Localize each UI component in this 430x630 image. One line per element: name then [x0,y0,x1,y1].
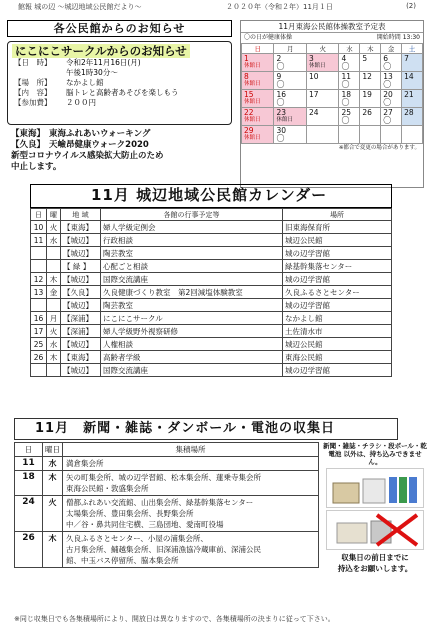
event-place: 久良ふるさとセンター [283,286,392,299]
event-place: 城辺公民館 [283,338,392,351]
event-day: 10 [31,221,47,234]
info-row [14,98,227,108]
info-value: なかよし館 [66,78,104,87]
schedule-day: 21 [402,90,423,108]
schedule-day: 15 休館日 [242,90,274,108]
event-name: 婦人学級定例会 [101,221,283,234]
news-line [11,129,232,140]
collection-place-line: 東海公民館・敦盛集会所 [66,484,149,493]
news-tag: 【東海】 [11,129,46,139]
event-area: 【深浦】 [61,312,101,325]
event-row [31,364,392,377]
schedule-day: 16 〇 [274,90,306,108]
event-weekday [47,364,61,377]
schedule-day: 14 [402,72,423,90]
event-weekday: 水 [47,234,61,247]
event-place: 城の辺学習館 [283,299,392,312]
event-day [31,260,47,273]
cancel-notice [7,129,232,173]
schedule-day: 10 [306,72,338,90]
col-place: 場所 [283,209,392,221]
event-row [31,234,392,247]
event-name: 陶芸教室 [101,299,283,312]
event-weekday [47,247,61,260]
schedule-day: 1 休館日 [242,54,274,72]
event-place: 旧東海保育所 [283,221,392,234]
collection-places [63,471,319,496]
col-area: 地 域 [61,209,101,221]
schedule-day: 2 〇 [274,54,306,72]
event-area: 【深浦】 [61,325,101,338]
event-day [31,364,47,377]
news-text: 天嶮昂健康ウォーク2020 [49,140,149,150]
collection-side-panel [322,442,428,614]
info-row [14,88,227,98]
info-value: ２００円 [66,98,96,107]
collection-place-line: 古月集会所、鯆越集会所、旧深浦漁協冷蔵庫前、深浦公民 [66,545,261,554]
event-day: 16 [31,312,47,325]
info-row [14,78,227,88]
schedule-day: 23 休館日 [274,108,306,126]
collection-day: 26 [15,532,43,568]
event-place: 東海公民館 [283,351,392,364]
collection-weekday: 水 [43,457,63,471]
collection-place-line: 太場集会所、豊田集会所、長野集会所 [66,509,194,518]
collection-place-line: 矢の町集会所、城の辺学習館、松本集会所、蓮乗寺集会所 [66,473,261,482]
schedule-day [402,126,423,144]
event-row [31,286,392,299]
page-number: (2) [406,2,416,10]
event-name: 久良健康づくり教室 第2回減塩体験教室 [101,286,283,299]
event-name: 行政相談 [101,234,283,247]
weekday-header: 火 [306,44,338,54]
event-place: 土佐清水市 [283,325,392,338]
event-area: 【城辺】 [61,273,101,286]
schedule-legend: 〇の日が健康体操 [244,34,293,41]
weekday-header: 月 [274,44,306,54]
info-key: 【場 所】 [14,78,52,87]
collection-row [15,471,319,496]
event-weekday [47,260,61,273]
event-weekday: 火 [47,221,61,234]
event-name: 高齢者学級 [101,351,283,364]
col-day: 日 [31,209,47,221]
schedule-title: 11月東海公民館体操教室予定表 [241,21,423,33]
info-key [14,68,66,78]
collection-weekday: 火 [43,496,63,532]
event-day: 17 [31,325,47,338]
news-text: 新型コロナウイルス感染拡大防止のため [11,151,164,161]
collection-title: 11月 新聞・雑誌・ダンボール・電池の収集日 [14,418,398,440]
news-tag: 【久良】 [11,140,46,150]
event-place: なかよし館 [283,312,392,325]
schedule-day: 19 [360,90,381,108]
col-collect-day: 日 [15,443,43,457]
event-area: 【 緑 】 [61,260,101,273]
news-line [11,140,232,151]
collection-place-line: 僧都ふれあい交流館、山出集会所、緑基幹集落センター [66,498,254,507]
info-row [14,68,227,78]
schedule-day: 7 [402,54,423,72]
event-name: 国際交流講座 [101,364,283,377]
event-name: 人権相談 [101,338,283,351]
circle-notice [7,41,232,125]
schedule-day: 20 〇 [381,90,402,108]
event-calendar [30,208,392,377]
news-line [11,151,232,162]
event-row [31,221,392,234]
schedule-day: 11 〇 [339,72,360,90]
schedule-day: 6 〇 [381,54,402,72]
weekday-header: 金 [381,44,402,54]
prohibited-items-image [326,510,424,550]
collection-footnote: ※同じ収集日でも各集積場所により、開放日は異なりますので、各集積場所の決まりに従って下さい。 [14,615,335,623]
event-name: にこにこサークル [101,312,283,325]
collection-weekday: 木 [43,471,63,496]
schedule-day: 5 [360,54,381,72]
event-row [31,299,392,312]
info-key: 【参加費】 [14,98,52,107]
collection-places [63,532,319,568]
weekday-header: 水 [339,44,360,54]
event-area: 【城辺】 [61,299,101,312]
col-collect-week: 曜日 [43,443,63,457]
schedule-day: 3 休館日 [306,54,338,72]
col-week: 曜 [47,209,61,221]
schedule-day: 24 [306,108,338,126]
schedule-day [306,126,338,144]
event-day: 12 [31,273,47,286]
info-value: 午後1時30分～ [66,68,118,77]
event-weekday: 火 [47,325,61,338]
collection-place-line: 久良ふるさとセンター、小屋の浦集会所、 [66,534,208,543]
event-weekday: 木 [47,351,61,364]
schedule-day: 25 〇 [339,108,360,126]
collection-place-line: 満倉集会所 [66,459,104,468]
info-key: 【内 容】 [14,88,52,97]
schedule-day: 26 [360,108,381,126]
event-row [31,338,392,351]
circle-title: にこにこサークルからのお知らせ [12,44,190,58]
event-row [31,273,392,286]
schedule-day: 9 〇 [274,72,306,90]
news-text: 中止します。 [11,162,62,172]
event-place: 城の辺学習館 [283,364,392,377]
collection-row [15,457,319,471]
event-place: 城の辺学習館 [283,247,392,260]
schedule-day: 13 〇 [381,72,402,90]
info-value: 令和2年11月16日(月) [66,58,141,67]
event-name: 心配ごと相談 [101,260,283,273]
event-row [31,351,392,364]
col-event: 各館の行事予定等 [101,209,283,221]
collection-table [14,442,319,568]
collection-place-line: 館、中玉バス停留所、脇本集会所 [66,556,179,565]
event-day [31,299,47,312]
event-weekday [47,299,61,312]
exercise-schedule [240,20,424,188]
schedule-day: 12 [360,72,381,90]
event-name: 国際交流講座 [101,273,283,286]
schedule-day: 4 〇 [339,54,360,72]
info-value: 脳トレと高齢者あそびを楽しもう [66,88,179,97]
event-place: 緑基幹集落センター [283,260,392,273]
accepted-items-note: 新聞・雑誌・チラシ・段ボール・乾電池 以外は、持ち込みできません。 [323,442,427,466]
event-name: 婦人学級野外視察研修 [101,325,283,338]
event-weekday: 金 [47,286,61,299]
schedule-day [381,126,402,144]
collection-places [63,496,319,532]
collection-day: 11 [15,457,43,471]
event-weekday: 月 [47,312,61,325]
event-row [31,325,392,338]
event-place: 城の辺学習館 [283,273,392,286]
notices-title: 各公民館からのお知らせ [7,20,232,37]
event-row [31,312,392,325]
event-area: 【東海】 [61,221,101,234]
event-place: 城辺公民館 [283,234,392,247]
schedule-footnote: ※都合で変更の場合があります。 [338,145,420,151]
weekday-header: 木 [360,44,381,54]
event-area: 【城辺】 [61,234,101,247]
info-row [14,58,227,68]
schedule-grid [241,43,423,144]
event-area: 【城辺】 [61,247,101,260]
event-day [31,247,47,260]
event-day: 26 [31,351,47,364]
news-line [11,162,232,173]
event-area: 【久良】 [61,286,101,299]
event-weekday: 木 [47,273,61,286]
event-area: 【東海】 [61,351,101,364]
weekday-header: 土 [402,44,423,54]
event-row [31,260,392,273]
collection-day: 24 [15,496,43,532]
schedule-time: 開始時間 13:30 [376,34,420,41]
collection-row [15,532,319,568]
newsletter-name: 館報 城の辺 ～城辺地域公民館だより～ [18,3,142,11]
issue-date: ２０２０年（令和２年）11月１日 [226,3,333,11]
news-text: 東海ふれあいウォーキング [49,129,151,139]
schedule-day: 27 〇 [381,108,402,126]
collection-weekday: 木 [43,532,63,568]
event-row [31,247,392,260]
calendar-title: 11月 城辺地域公民館カレンダー [30,184,392,208]
schedule-day: 22 休館日 [242,108,274,126]
event-day: 13 [31,286,47,299]
schedule-day [360,126,381,144]
weekday-header: 日 [242,44,274,54]
event-name: 陶芸教室 [101,247,283,260]
schedule-day: 18 〇 [339,90,360,108]
schedule-day: 29 休館日 [242,126,274,144]
page-header [8,2,422,14]
event-area: 【城辺】 [61,338,101,351]
schedule-day: 17 [306,90,338,108]
notices-section [7,20,232,188]
info-key: 【日 時】 [14,58,52,67]
event-area: 【城辺】 [61,364,101,377]
schedule-day: 28 [402,108,423,126]
schedule-day: 8 休館日 [242,72,274,90]
schedule-day: 30 〇 [274,126,306,144]
schedule-day [339,126,360,144]
collection-places [63,457,319,471]
recyclables-image [326,468,424,508]
col-collect-place: 集積場所 [63,443,319,457]
event-day: 11 [31,234,47,247]
bring-before-note: 収集日の前日までに 持込をお願いします。 [337,553,413,573]
collection-row [15,496,319,532]
collection-place-line: 中／谷・鼻共同住宅横、三島団地、愛南町役場 [66,520,224,529]
event-weekday: 水 [47,338,61,351]
event-day: 25 [31,338,47,351]
collection-day: 18 [15,471,43,496]
